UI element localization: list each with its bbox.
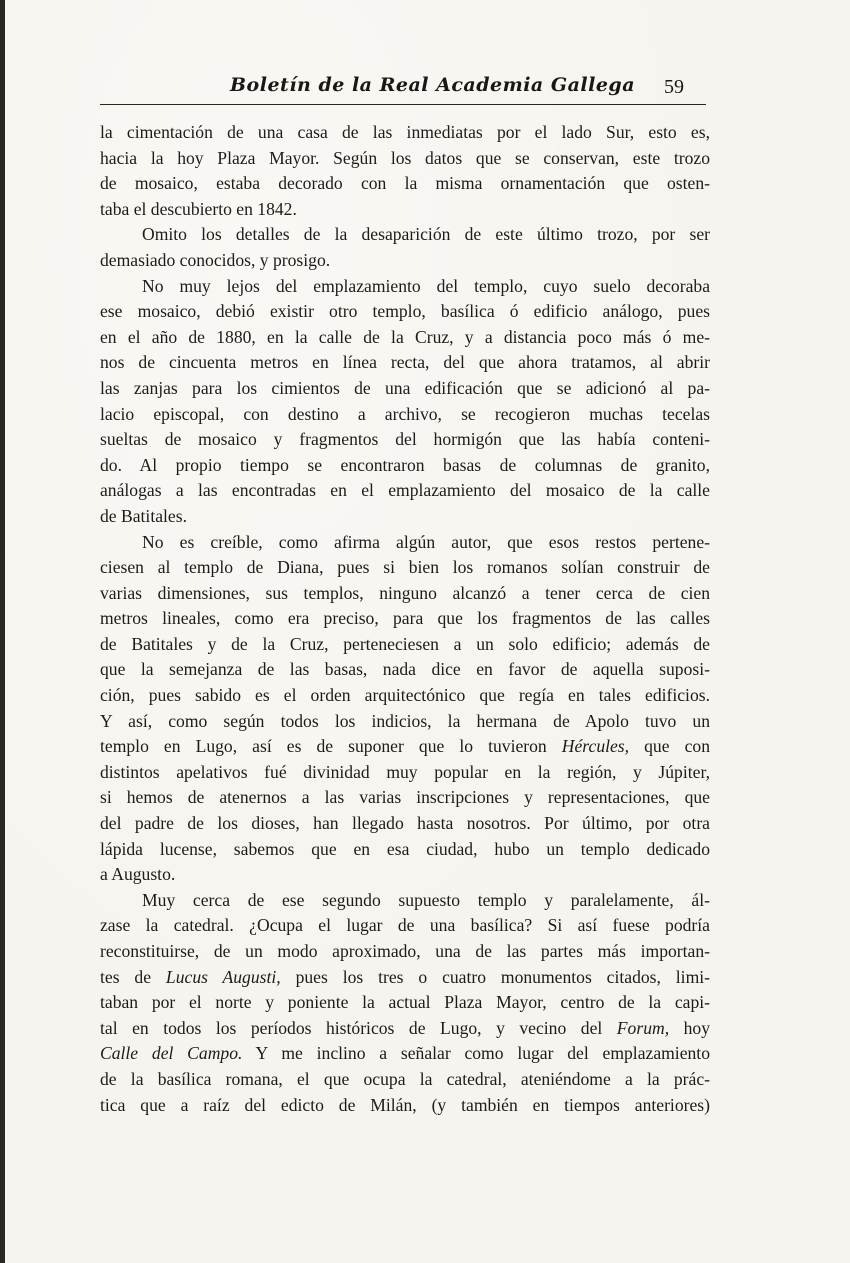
- page-header: [100, 72, 706, 102]
- italic-term: Hércules,: [561, 736, 630, 757]
- text-line: do. Al propio tiempo se encontraron basas de columnas de granito,: [100, 454, 710, 475]
- text-line: [100, 965, 710, 991]
- body-text: [100, 120, 710, 1118]
- text-line: de Batitales y de la Cruz, perteneciesen a un solo edificio; además de: [100, 633, 710, 654]
- text-line: de mosaico, estaba decorado con la misma ornamentación que osten-: [100, 173, 710, 194]
- text-line: si hemos de atenernos a las varias inscripciones y representaciones, que: [100, 787, 710, 808]
- italic-term: Forum,: [616, 1017, 670, 1038]
- text-segment: templo en Lugo, así es de suponer que lo tuvieron: [100, 736, 547, 757]
- text-line: que la semejanza de las basas, nada dice en favor de aquella suposi-: [100, 659, 710, 680]
- text-line: lacio episcopal, con destino a archivo, se recogieron muchas tecelas: [100, 403, 710, 424]
- text-line: análogas a las encontradas en el emplazamiento del mosaico de la calle: [100, 480, 710, 501]
- text-segment: que con: [644, 736, 710, 757]
- text-segment: tes de: [100, 966, 152, 987]
- text-line: zase la catedral. ¿Ocupa el lugar de una basílica? Si así fuese podría: [100, 915, 710, 936]
- header-rule: [100, 104, 706, 105]
- text-line: metros lineales, como era preciso, para que los fragmentos de las calles: [100, 608, 710, 629]
- text-line: Y así, como según todos los indicios, la hermana de Apolo tuvo un: [100, 710, 710, 731]
- text-line: demasiado conocidos, y prosigo.: [100, 249, 331, 270]
- text-line: taban por el norte y poniente la actual Plaza Mayor, centro de la capi-: [100, 992, 710, 1013]
- text-line: de la basílica romana, el que ocupa la catedral, ateniéndome a la prác-: [100, 1068, 710, 1089]
- text-line: hacia la hoy Plaza Mayor. Según los datos que se conservan, este trozo: [100, 147, 710, 168]
- text-line: las zanjas para los cimientos de una edificación que se adicionó al pa-: [100, 377, 710, 398]
- text-line: tica que a raíz del edicto de Milán, (y también en tiempos anteriores): [100, 1094, 710, 1115]
- text-line: del padre de los dioses, han llegado hasta nosotros. Por último, por otra: [100, 813, 710, 834]
- text-line: No muy lejos del emplazamiento del templo, cuyo suelo decoraba: [142, 275, 710, 296]
- text-line: a Augusto.: [100, 864, 176, 885]
- text-line: No es creíble, como afirma algún autor, que esos restos pertene-: [142, 531, 710, 552]
- text-line: lápida lucense, sabemos que en esa ciudad, hubo un templo dedicado: [100, 838, 710, 859]
- text-line: [100, 1041, 710, 1067]
- text-line: ciesen al templo de Diana, pues si bien los romanos solían construir de: [100, 557, 710, 578]
- text-line: Omito los detalles de la desaparición de este último trozo, por ser: [142, 224, 710, 245]
- text-line: distintos apelativos fué divinidad muy popular en la región, y Júpiter,: [100, 761, 710, 782]
- text-line: ción, pues sabido es el orden arquitectónico que regía en tales edificios.: [100, 685, 710, 706]
- text-line: [100, 734, 710, 760]
- running-title: Boletín de la Real Academia Gallega: [230, 74, 636, 96]
- text-segment: pues los tres o cuatro monumentos citados, limi-: [295, 966, 710, 987]
- text-line: taba el descubierto en 1842.: [100, 198, 297, 219]
- text-line: en el año de 1880, en la calle de la Cruz, y a distancia poco más ó me-: [100, 326, 710, 347]
- text-line: ese mosaico, debió existir otro templo, basílica ó edificio análogo, pues: [100, 301, 710, 322]
- text-line: la cimentación de una casa de las inmediatas por el lado Sur, esto es,: [100, 122, 710, 142]
- italic-term: Lucus Augusti,: [165, 966, 281, 987]
- text-line: [100, 1016, 710, 1042]
- italic-term: Calle del Campo.: [100, 1043, 243, 1064]
- text-line: Muy cerca de ese segundo supuesto templo y paralelamente, ál-: [142, 889, 710, 910]
- page-binding-edge: [0, 0, 5, 1263]
- page-number: 59: [664, 76, 684, 98]
- text-segment: tal en todos los períodos históricos de Lugo, y vecino del: [100, 1017, 603, 1038]
- text-line: reconstituirse, de un modo aproximado, una de las partes más importan-: [100, 941, 710, 961]
- text-line: sueltas de mosaico y fragmentos del hormigón que las había conteni-: [100, 429, 710, 450]
- text-line: varias dimensiones, sus templos, ninguno alcanzó a tener cerca de cien: [100, 582, 710, 603]
- text-segment: hoy: [683, 1017, 710, 1038]
- text-line: de Batitales.: [100, 505, 187, 526]
- text-line: nos de cincuenta metros en línea recta, del que ahora tratamos, al abrir: [100, 352, 710, 373]
- text-segment: Y me inclino a señalar como lugar del emplazamiento: [255, 1043, 710, 1064]
